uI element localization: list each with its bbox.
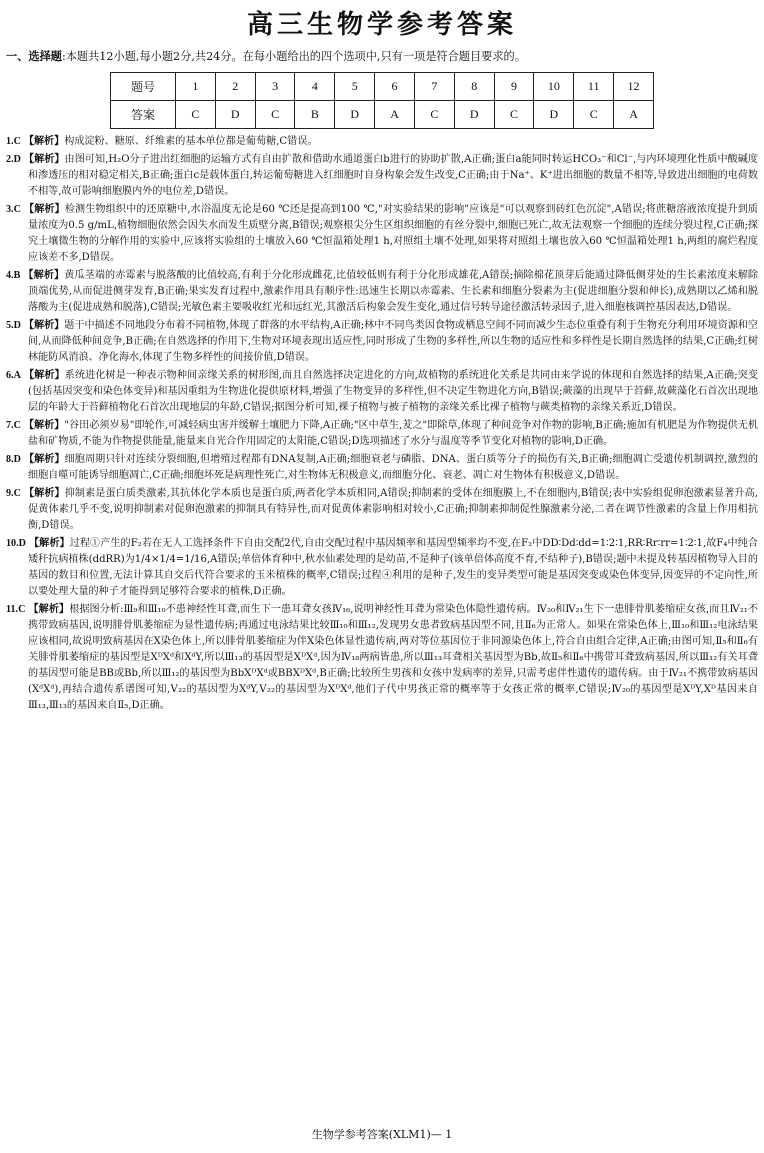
table-cell-number: 7 — [414, 73, 454, 101]
table-row-label-number: 题号 — [111, 73, 176, 101]
explanation-tag: 【解析】 — [23, 204, 65, 215]
table-cell-number: 12 — [614, 73, 654, 101]
explanation-item-6: 6.A 【解析】系统进化树是一种表示物种间亲缘关系的树形图,而且自然选择决定进化的方向,故植物的系统进化关系是共同由来学说的体现和自然选择的结果,A正确;突变(包括基因突变和染色体变异)和基因重组为生物进化提供原材料,增强了生物变异的多样性,但不决定生物进化方向,B错误;蕨藻的出现早于苔藓,故蕨藻化石首次出现地层的年龄大于苔藓植物化石首次出现地层的年龄,C错误;据图分析可知,裸子植物与被子植物的亲缘关系比裸子植物与蕨类植物的亲缘关系近,D错误。 — [6, 370, 759, 413]
section-heading: 一、选择题 — [6, 49, 62, 63]
table-cell-number: 1 — [176, 73, 216, 101]
table-cell-answer: C — [255, 101, 295, 129]
table-cell-number: 5 — [335, 73, 375, 101]
table-cell-answer: C — [574, 101, 614, 129]
explanation-item-10: 10.D 【解析】过程①产生的F₂若在无人工选择条件下自由交配2代,自由交配过程中基因频率和基因型频率均不变,在F₂中DD∶Dd∶dd=1∶2∶1,RR∶Rr∶rr=1∶2∶1,故F₄中纯合矮秆抗病植株(ddRR)为1/4×1/4=1/16,A错误;单倍体育种中,秋水仙素处理的是幼苗,不是种子(该单倍体高度不育,不结种子),B错误;题中未提及转基因植物导入目的基因的数目和位置,无法计算其自交后代符合要求的玉米植株的概率,C错误;过程④利用的是种子,发生的变异类型可能是基因突变或染色体变异,因变异的不定向性,所以要处理大量的种子才能得到足够符合要求的植株,D正确。 — [6, 538, 758, 597]
table-cell-number: 6 — [375, 73, 415, 101]
section-instruction: :本题共12小题,每小题2分,共24分。在每小题给出的四个选项中,只有一项是符合题目要求的。 — [61, 50, 526, 63]
explanation-item-2: 2.D 【解析】由图可知,H₂O分子进出红细胞的运输方式有自由扩散和借助水通道蛋白b进行的协助扩散,A正确;蛋白a能同时转运HCO₃⁻和Cl⁻,与内环境理化性质中酸碱度和渗透压的相对稳定相关,B正确;蛋白c是载体蛋白,转运葡萄糖进入红细胞时自身构象会发生改变,C正确;由于Na⁺、K⁺进出细胞的数量不相等,导致进出细胞的电荷数不相等,故可影响细胞膜内外的电位差,D错误。 — [6, 154, 759, 197]
table-cell-number: 9 — [494, 73, 534, 101]
section-one-intro — [6, 48, 758, 65]
table-cell-number: 3 — [255, 73, 295, 101]
answer-table-number-row — [111, 73, 654, 101]
table-row-label-answer: 答案 — [111, 101, 176, 129]
explanation-item-8: 8.D 【解析】细胞周期只针对连续分裂细胞,但增殖过程都有DNA复制,A正确;细胞衰老与磷脂、DNA、蛋白质等分子的损伤有关,B正确;细胞凋亡受遗传机制调控,激烈的细胞自噬可能诱导细胞凋亡,C正确;细胞坏死是病理性死亡,对生物体无积极意义,而细胞分化、衰老、凋亡对生物体有积极意义,D错误。 — [6, 454, 758, 481]
table-cell-answer: C — [414, 101, 454, 129]
explanation-tag: 【解析】 — [23, 454, 65, 465]
table-cell-number: 10 — [534, 73, 574, 101]
explanation-tag: 【解析】 — [23, 270, 65, 281]
answer-table-answer-row — [111, 101, 654, 129]
explanation-tag: 【解析】 — [23, 136, 65, 147]
explanation-item-9: 9.C 【解析】抑制素是蛋白质类激素,其抗体化学本质也是蛋白质,两者化学本质相同,A错误;抑制素的受体在细胞膜上,不在细胞内,B错误;表中实验组促卵泡激素显著升高,促黄体素几乎不变,说明抑制素对促卵泡激素的抑制具有特异性,而对促黄体素影响相对较小,C正确;抑制素抑制促性腺激素分泌,二者在调节性激素的含量上作用相抗衡,D错误。 — [6, 488, 758, 531]
explanation-tag: 【解析】 — [28, 604, 70, 615]
explanation-item-11: 11.C 【解析】根据图分析:Ⅲ₉和Ⅲ₁₀不患神经性耳聋,而生下一患耳聋女孩Ⅳ₁₆,说明神经性耳聋为常染色体隐性遗传病。Ⅳ₂₀和Ⅳ₂₁生下一患腓骨肌萎缩症女孩,而且Ⅳ₂₁不携带致病基因,说明腓骨肌萎缩症为显性遗传病;再通过电泳结果比较Ⅲ₁₀和Ⅲ₁₂,发现男女患者致病基因型不同,且Ⅱ₆为正常人。如果在常染色体上,Ⅲ₁₀和Ⅲ₁₂电泳结果应该相同,故说明致病基因在X染色体上,所以腓骨肌萎缩症为伴X染色体显性遗传病,两对等位基因位于非同源染色体上,符合自由组合定律,A正确;由图可知,Ⅱ₅和Ⅱ₆有关腓骨肌萎缩症的基因型是XᴰXᵈ和XᵈY,所以Ⅲ₁₃的基因型是XᴰXᵈ,因为Ⅳ₁₈两病皆患,所以Ⅲ₁₃耳聋相关基因型为Bb,故Ⅱ₅和Ⅱ₆中携带耳聋致病基因,所以Ⅲ₁₂有关耳聋的基因型可能是BB或Bb,所以Ⅲ₁₂的基因型为BbXᴰXᵈ或BBXᴰXᵈ,B正确;比较所生男孩和女孩中发病率的差异,只需考虑伴性遗传的遗传病。由于Ⅳ₂₁不携带致病基因(XᵈXᵈ),再结合遗传系谱图可知,Ⅴ₂₂的基因型为XᵈY,Ⅴ₂₂的基因型为XᴰXᵈ,他们子代中男孩正常的概率等于女孩正常的概率,C错误;Ⅳ₂₀的基因型是XᴰY,Xᴰ基因来自Ⅲ₁₃,Ⅲ₁₃的基因来自Ⅱ₅,D正确。 — [6, 604, 759, 711]
explanation-item-7: 7.C 【解析】"谷田必须岁易"即轮作,可减轻病虫害并缓解土壤肥力下降,A正确;"区中草生,茇之"即除草,体现了种间竞争对作物的影响,B正确;施加有机肥是为作物提供无机盐和矿物质,不能为作物提供能量,能量来自光合作用固定的太阳能,C错误;D选项描述了水分与温度等季节变化对植物的影响,D正确。 — [6, 420, 759, 447]
table-cell-number: 8 — [454, 73, 494, 101]
explanation-tag: 【解析】 — [28, 538, 70, 549]
table-cell-answer: D — [454, 101, 494, 129]
explanation-tag: 【解析】 — [23, 420, 65, 431]
table-cell-answer: D — [335, 101, 375, 129]
table-cell-number: 11 — [574, 73, 614, 101]
page-title: 高三生物学参考答案 — [246, 10, 517, 40]
table-cell-answer: D — [534, 101, 574, 129]
table-cell-number: 2 — [215, 73, 255, 101]
explanation-item-1: 1.C 【解析】构成淀粉、糖原、纤维素的基本单位都是葡萄糖,C错误。 — [6, 136, 318, 147]
explanation-tag: 【解析】 — [23, 488, 65, 499]
explanation-tag: 【解析】 — [23, 154, 65, 165]
explanation-tag: 【解析】 — [23, 320, 65, 331]
explanation-item-5: 5.D 【解析】题干中描述不同地段分布着不同植物,体现了群落的水平结构,A正确;林中不同鸟类因食物或栖息空间不同而减少生态位重叠有利于生物充分利用环境资源和空间,从而降低种间竞争,B正确;在自然选择的作用下,生物对环境表现出适应性,同时形成了生物的多样性,所以生物的适应性和多样性是长期自然选择的结果,C正确;红树林能防风消浪、净化海水,体现了生物多样性的间接价值,D错误。 — [6, 320, 759, 363]
page-footer: 生物学参考答案(XLM1)— 1 — [311, 1128, 453, 1141]
table-cell-answer: D — [215, 101, 255, 129]
table-cell-answer: C — [494, 101, 534, 129]
explanation-item-3: 3.C 【解析】检测生物组织中的还原糖中,水浴温度无论是60 ℃还是提高到100 ℃,"对实验结果的影响"应该是"可以观察到砖红色沉淀",A错误;将蔗糖溶液浓度提升到质量浓度为0.5 g/mL,植物细胞依然会因失水而发生质壁分离,B错误;观察根尖分生区组织细胞的有丝分裂中,细胞已死亡,故无法观察一个细胞的连续分裂过程,C正确;探究土壤微生物的分解作用的实验中,应该将实验组的土壤放入60 ℃恒温箱处理1 h,对照组土壤不处理,如果将对照组土壤也放入60 ℃恒温箱处理1 h,两组的腐烂程度应该差不多,D错误。 — [6, 204, 758, 263]
table-cell-number: 4 — [295, 73, 335, 101]
explanations — [6, 134, 758, 716]
explanation-item-4: 4.B 【解析】黄瓜茎端的赤霉素与脱落酸的比值较高,有利于分化形成雌花,比值较低则有利于分化形成雄花,A错误;摘除棉花顶芽后能通过降低侧芽处的生长素浓度来解除顶端优势,从而促进侧芽发育,B正确;果实发育过程中,激素作用具有顺序性:迅速生长期以赤霉素、生长素和细胞分裂素为主(促进细胞分裂和伸长),成熟期以乙烯和脱落酸为主(促进成熟和脱落),C错误;光敏色素主要吸收红光和远红光,其激活后构象会发生变化,通过信号转导途径激活转录因子,进入细胞核调控基因表达,D错误。 — [6, 270, 759, 313]
answer-table — [110, 72, 654, 129]
explanation-tag: 【解析】 — [23, 370, 65, 381]
table-cell-answer: A — [375, 101, 415, 129]
table-cell-answer: C — [176, 101, 216, 129]
table-cell-answer: A — [614, 101, 654, 129]
table-cell-answer: B — [295, 101, 335, 129]
